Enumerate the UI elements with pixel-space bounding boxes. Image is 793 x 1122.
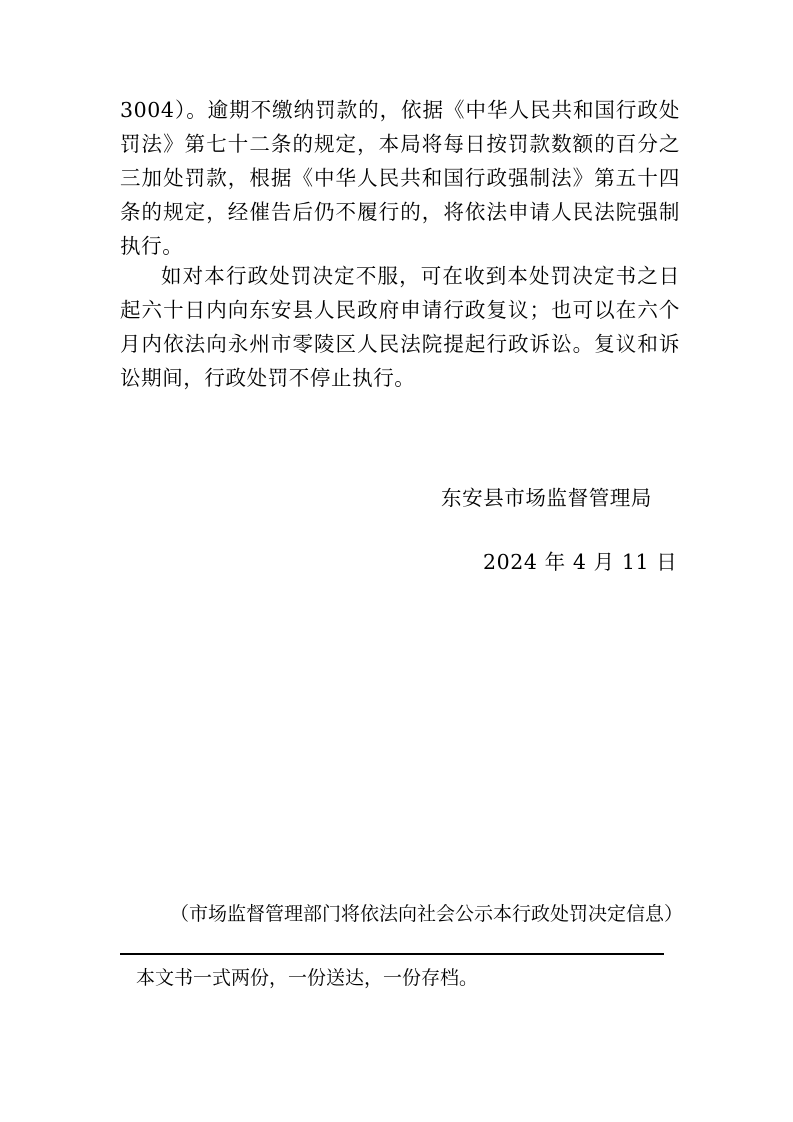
publicity-notice: （市场监督管理部门将依法向社会公示本行政处罚决定信息） — [170, 903, 684, 925]
body-paragraph-appeal-rights — [120, 259, 680, 395]
paragraph-line: 如对本行政处罚决定不服，可在收到本处罚决定书之日 — [161, 264, 680, 288]
paragraph-line: 三加处罚款，根据《中华人民共和国行政强制法》第五十四 — [120, 166, 680, 190]
copies-note: 本文书一式两份，一份送达，一份存档。 — [136, 967, 479, 989]
paragraph-line: 月内依法向永州市零陵区人民法院提起行政诉讼。复议和诉 — [120, 332, 680, 356]
paragraph-line: 执行。 — [120, 234, 184, 258]
paragraph-line: 讼期间，行政处罚不停止执行。 — [120, 366, 416, 390]
paragraph-line: 罚法》第七十二条的规定，本局将每日按罚款数额的百分之 — [120, 132, 680, 156]
paragraph-line: 3004）。逾期不缴纳罚款的，依据《中华人民共和国行政处 — [120, 98, 680, 122]
issuing-organization: 东安县市场监督管理局 — [441, 486, 652, 510]
paragraph-line: 条的规定，经催告后仍不履行的，将依法申请人民法院强制 — [120, 200, 680, 224]
issue-date: 2024 年 4 月 11 日 — [483, 550, 678, 574]
body-paragraph-payment-deadline — [120, 93, 680, 263]
footer-divider — [120, 953, 664, 955]
paragraph-line: 起六十日内向东安县人民政府申请行政复议；也可以在六个 — [120, 298, 680, 322]
